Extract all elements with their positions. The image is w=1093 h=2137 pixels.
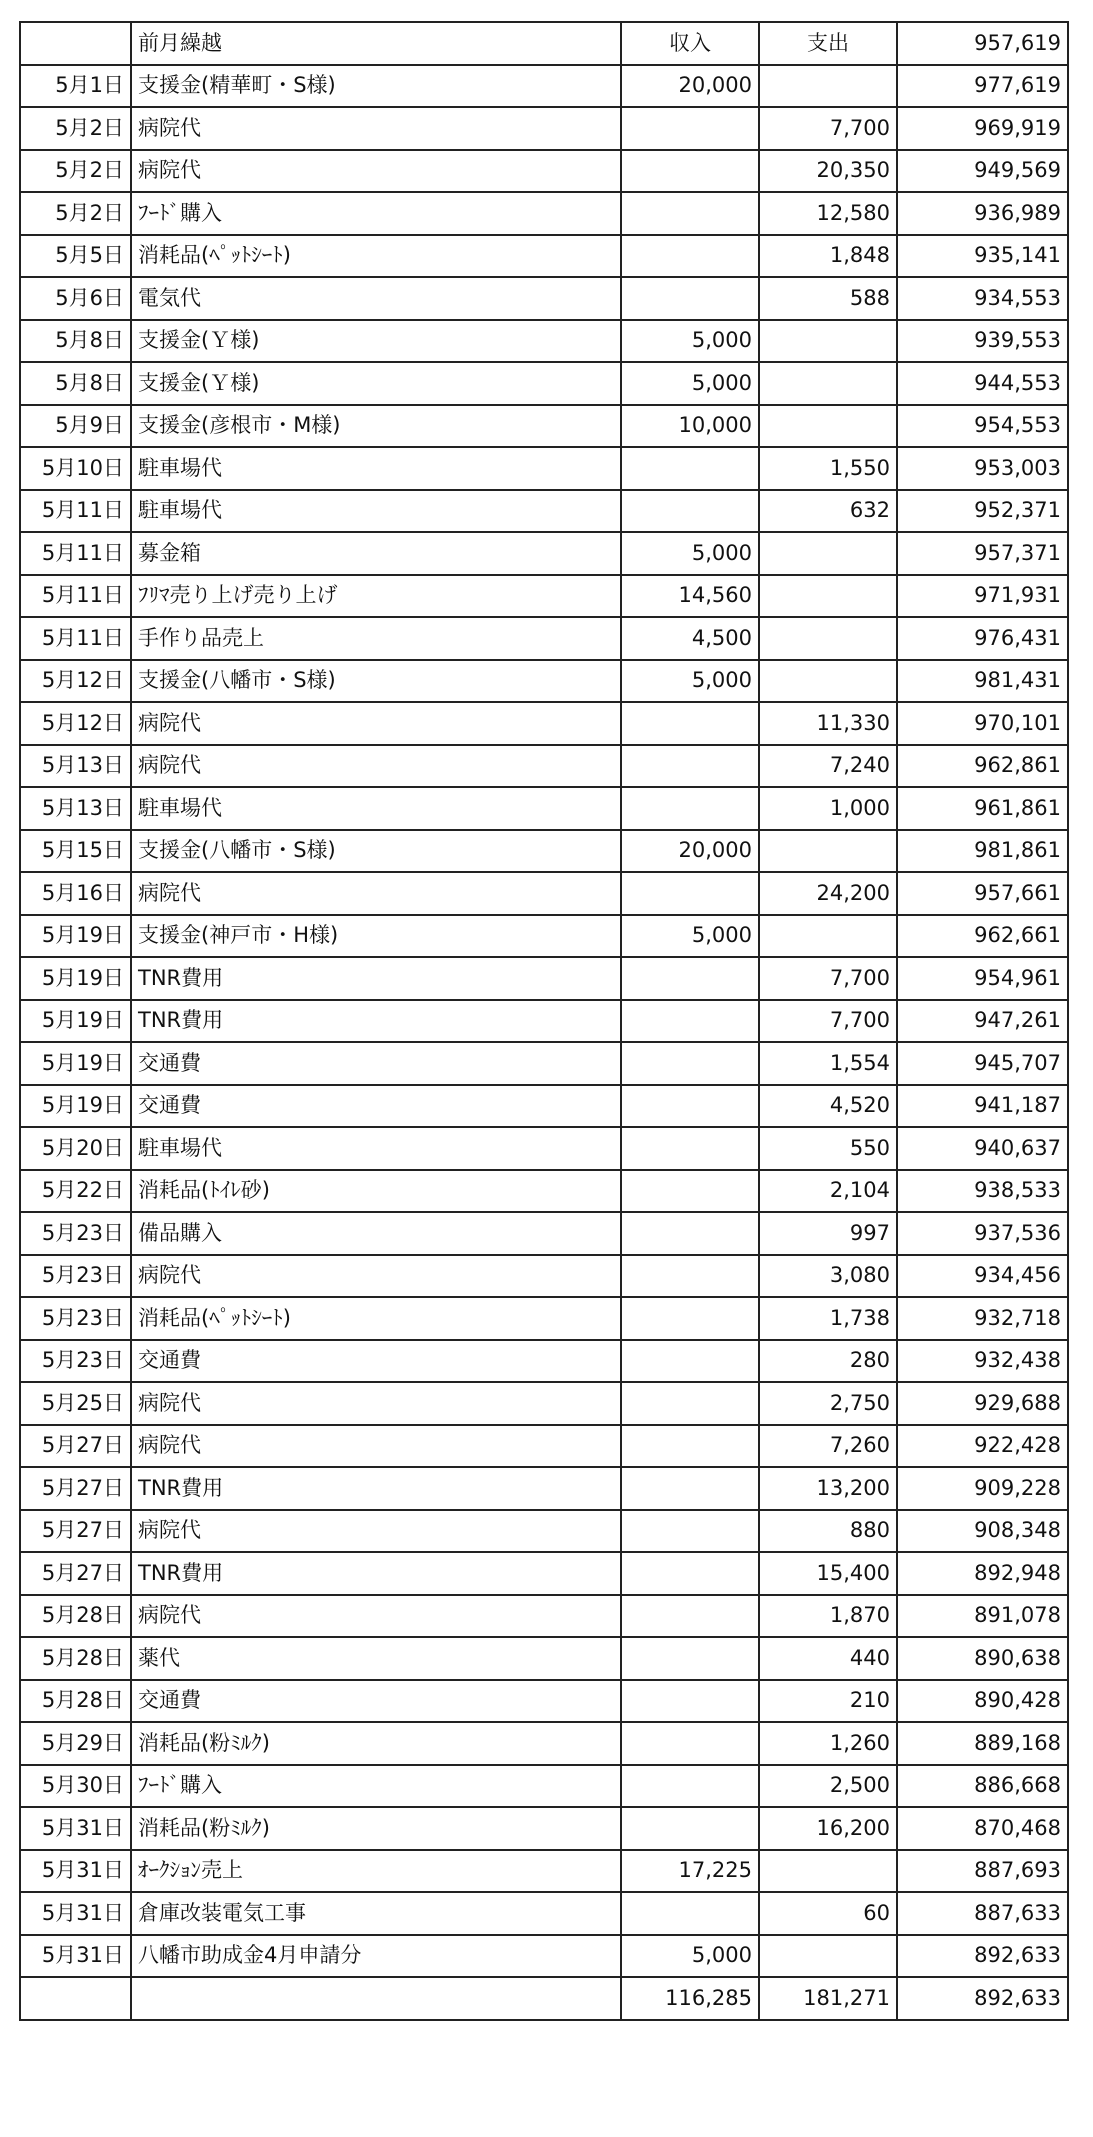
ledger-body — [20, 22, 1068, 2020]
balance-cell: 936,989 — [897, 192, 1068, 235]
table-row — [20, 235, 1068, 278]
table-row — [20, 277, 1068, 320]
table-row — [20, 362, 1068, 405]
description-cell: 八幡市助成金4月申請分 — [131, 1935, 621, 1978]
totals-date-cell — [20, 1977, 131, 2020]
description-cell: 病院代 — [131, 1255, 621, 1298]
income-cell — [621, 1510, 759, 1553]
description-cell: 電気代 — [131, 277, 621, 320]
balance-cell: 935,141 — [897, 235, 1068, 278]
date-cell: 5月31日 — [20, 1935, 131, 1978]
description-cell: 支援金(八幡市・S様) — [131, 660, 621, 703]
expense-cell: 280 — [759, 1340, 897, 1383]
expense-cell — [759, 532, 897, 575]
balance-cell: 890,638 — [897, 1637, 1068, 1680]
income-cell — [621, 1212, 759, 1255]
description-cell: 駐車場代 — [131, 447, 621, 490]
balance-cell: 934,553 — [897, 277, 1068, 320]
expense-cell: 7,700 — [759, 957, 897, 1000]
income-cell — [621, 1722, 759, 1765]
balance-cell: 932,718 — [897, 1297, 1068, 1340]
expense-cell: 2,500 — [759, 1765, 897, 1808]
description-cell: 交通費 — [131, 1680, 621, 1723]
date-cell: 5月2日 — [20, 150, 131, 193]
description-cell: 薬代 — [131, 1637, 621, 1680]
description-cell: TNR費用 — [131, 1467, 621, 1510]
description-cell: 倉庫改装電気工事 — [131, 1892, 621, 1935]
table-row — [20, 320, 1068, 363]
income-cell: 5,000 — [621, 362, 759, 405]
description-cell: ｵｰｸｼｮﾝ売上 — [131, 1850, 621, 1893]
description-cell: 消耗品(ﾄｲﾚ砂) — [131, 1170, 621, 1213]
date-cell: 5月29日 — [20, 1722, 131, 1765]
expense-cell: 880 — [759, 1510, 897, 1553]
expense-cell: 7,700 — [759, 1000, 897, 1043]
expense-cell: 4,520 — [759, 1085, 897, 1128]
description-cell: 病院代 — [131, 150, 621, 193]
description-cell: 消耗品(ﾍﾟｯﾄｼｰﾄ) — [131, 235, 621, 278]
table-row — [20, 1935, 1068, 1978]
balance-cell: 891,078 — [897, 1595, 1068, 1638]
date-cell: 5月19日 — [20, 957, 131, 1000]
income-cell — [621, 1042, 759, 1085]
balance-cell: 969,919 — [897, 107, 1068, 150]
expense-cell: 16,200 — [759, 1807, 897, 1850]
table-row — [20, 405, 1068, 448]
description-cell: 交通費 — [131, 1085, 621, 1128]
expense-cell: 2,104 — [759, 1170, 897, 1213]
income-cell — [621, 702, 759, 745]
income-cell — [621, 277, 759, 320]
date-cell: 5月13日 — [20, 787, 131, 830]
description-cell: 病院代 — [131, 745, 621, 788]
date-cell: 5月23日 — [20, 1340, 131, 1383]
description-cell: ﾌﾘﾏ売り上げ売り上げ — [131, 575, 621, 618]
income-cell — [621, 1127, 759, 1170]
balance-cell: 957,371 — [897, 532, 1068, 575]
date-cell: 5月6日 — [20, 277, 131, 320]
balance-cell: 922,428 — [897, 1425, 1068, 1468]
expense-cell: 1,870 — [759, 1595, 897, 1638]
expense-cell: 3,080 — [759, 1255, 897, 1298]
income-cell — [621, 1892, 759, 1935]
expense-cell: 15,400 — [759, 1552, 897, 1595]
balance-cell: 939,553 — [897, 320, 1068, 363]
income-cell — [621, 490, 759, 533]
balance-cell: 981,431 — [897, 660, 1068, 703]
description-cell: 交通費 — [131, 1340, 621, 1383]
expense-cell — [759, 915, 897, 958]
description-cell: 消耗品(ﾍﾟｯﾄｼｰﾄ) — [131, 1297, 621, 1340]
date-cell: 5月28日 — [20, 1595, 131, 1638]
expense-cell: 997 — [759, 1212, 897, 1255]
table-row — [20, 787, 1068, 830]
income-cell: 5,000 — [621, 1935, 759, 1978]
balance-cell: 929,688 — [897, 1382, 1068, 1425]
date-cell: 5月23日 — [20, 1297, 131, 1340]
balance-cell: 953,003 — [897, 447, 1068, 490]
description-cell: 駐車場代 — [131, 490, 621, 533]
balance-cell: 971,931 — [897, 575, 1068, 618]
balance-cell: 954,553 — [897, 405, 1068, 448]
description-cell: 病院代 — [131, 1382, 621, 1425]
date-cell: 5月28日 — [20, 1680, 131, 1723]
table-row — [20, 1425, 1068, 1468]
income-cell: 20,000 — [621, 65, 759, 108]
date-cell: 5月13日 — [20, 745, 131, 788]
table-row — [20, 1297, 1068, 1340]
balance-cell: 961,861 — [897, 787, 1068, 830]
balance-cell: 870,468 — [897, 1807, 1068, 1850]
table-row — [20, 1085, 1068, 1128]
date-cell: 5月12日 — [20, 660, 131, 703]
date-cell: 5月20日 — [20, 1127, 131, 1170]
balance-cell: 949,569 — [897, 150, 1068, 193]
expense-cell: 24,200 — [759, 872, 897, 915]
expense-cell: 1,550 — [759, 447, 897, 490]
table-row — [20, 1340, 1068, 1383]
header-row — [20, 22, 1068, 65]
description-cell: TNR費用 — [131, 1000, 621, 1043]
balance-cell: 892,633 — [897, 1935, 1068, 1978]
balance-cell: 976,431 — [897, 617, 1068, 660]
income-cell: 10,000 — [621, 405, 759, 448]
income-cell — [621, 1467, 759, 1510]
income-cell: 20,000 — [621, 830, 759, 873]
description-cell: 駐車場代 — [131, 787, 621, 830]
description-cell: TNR費用 — [131, 1552, 621, 1595]
expense-cell — [759, 575, 897, 618]
balance-cell: 957,661 — [897, 872, 1068, 915]
expense-cell: 1,848 — [759, 235, 897, 278]
totals-description-cell — [131, 1977, 621, 2020]
income-cell — [621, 107, 759, 150]
description-cell: 支援金(彦根市・M様) — [131, 405, 621, 448]
balance-cell: 886,668 — [897, 1765, 1068, 1808]
income-cell: 5,000 — [621, 660, 759, 703]
table-row — [20, 1807, 1068, 1850]
table-row — [20, 872, 1068, 915]
balance-cell: 962,861 — [897, 745, 1068, 788]
expense-cell: 13,200 — [759, 1467, 897, 1510]
income-cell — [621, 1382, 759, 1425]
income-cell — [621, 1085, 759, 1128]
description-cell: 手作り品売上 — [131, 617, 621, 660]
date-cell: 5月11日 — [20, 617, 131, 660]
table-row — [20, 830, 1068, 873]
description-cell: 駐車場代 — [131, 1127, 621, 1170]
description-cell: 交通費 — [131, 1042, 621, 1085]
expense-cell: 7,700 — [759, 107, 897, 150]
expense-cell — [759, 1850, 897, 1893]
expense-cell: 588 — [759, 277, 897, 320]
header-balance-cell: 957,619 — [897, 22, 1068, 65]
description-cell: 消耗品(粉ﾐﾙｸ) — [131, 1722, 621, 1765]
income-cell: 14,560 — [621, 575, 759, 618]
balance-cell: 938,533 — [897, 1170, 1068, 1213]
expense-cell: 20,350 — [759, 150, 897, 193]
income-cell — [621, 1425, 759, 1468]
table-row — [20, 1595, 1068, 1638]
table-row — [20, 702, 1068, 745]
income-cell — [621, 1255, 759, 1298]
date-cell: 5月2日 — [20, 192, 131, 235]
balance-cell: 970,101 — [897, 702, 1068, 745]
table-row — [20, 1170, 1068, 1213]
description-cell: TNR費用 — [131, 957, 621, 1000]
balance-cell: 981,861 — [897, 830, 1068, 873]
description-cell: 備品購入 — [131, 1212, 621, 1255]
description-cell: 支援金(神戸市・H様) — [131, 915, 621, 958]
date-cell: 5月19日 — [20, 1085, 131, 1128]
table-row — [20, 490, 1068, 533]
expense-cell: 1,000 — [759, 787, 897, 830]
date-cell: 5月11日 — [20, 575, 131, 618]
expense-cell: 632 — [759, 490, 897, 533]
date-cell: 5月1日 — [20, 65, 131, 108]
table-row — [20, 532, 1068, 575]
description-cell: 病院代 — [131, 1510, 621, 1553]
total-balance-cell: 892,633 — [897, 1977, 1068, 2020]
table-row — [20, 447, 1068, 490]
table-row — [20, 745, 1068, 788]
date-cell: 5月28日 — [20, 1637, 131, 1680]
description-cell: 支援金(八幡市・S様) — [131, 830, 621, 873]
header-date-cell — [20, 22, 131, 65]
date-cell: 5月27日 — [20, 1467, 131, 1510]
expense-cell — [759, 65, 897, 108]
total-expense-cell: 181,271 — [759, 1977, 897, 2020]
date-cell: 5月23日 — [20, 1212, 131, 1255]
balance-cell: 940,637 — [897, 1127, 1068, 1170]
balance-cell: 947,261 — [897, 1000, 1068, 1043]
header-income-cell: 収入 — [621, 22, 759, 65]
balance-cell: 890,428 — [897, 1680, 1068, 1723]
expense-cell — [759, 830, 897, 873]
income-cell — [621, 1807, 759, 1850]
expense-cell: 7,260 — [759, 1425, 897, 1468]
expense-cell: 2,750 — [759, 1382, 897, 1425]
table-row — [20, 1510, 1068, 1553]
income-cell — [621, 1680, 759, 1723]
income-cell: 5,000 — [621, 532, 759, 575]
table-row — [20, 915, 1068, 958]
description-cell: 病院代 — [131, 872, 621, 915]
table-row — [20, 1042, 1068, 1085]
table-row — [20, 1552, 1068, 1595]
income-cell — [621, 1170, 759, 1213]
balance-cell: 887,693 — [897, 1850, 1068, 1893]
table-row — [20, 1255, 1068, 1298]
expense-cell — [759, 660, 897, 703]
balance-cell: 892,948 — [897, 1552, 1068, 1595]
expense-cell — [759, 320, 897, 363]
table-row — [20, 1680, 1068, 1723]
expense-cell — [759, 362, 897, 405]
income-cell — [621, 192, 759, 235]
expense-cell: 1,260 — [759, 1722, 897, 1765]
balance-cell: 941,187 — [897, 1085, 1068, 1128]
date-cell: 5月10日 — [20, 447, 131, 490]
table-row — [20, 1212, 1068, 1255]
expense-cell: 60 — [759, 1892, 897, 1935]
description-cell: 病院代 — [131, 1425, 621, 1468]
income-cell — [621, 1637, 759, 1680]
expense-cell: 12,580 — [759, 192, 897, 235]
balance-cell: 887,633 — [897, 1892, 1068, 1935]
description-cell: 病院代 — [131, 1595, 621, 1638]
table-row — [20, 1892, 1068, 1935]
date-cell: 5月11日 — [20, 490, 131, 533]
income-cell — [621, 1000, 759, 1043]
date-cell: 5月31日 — [20, 1807, 131, 1850]
expense-cell: 1,738 — [759, 1297, 897, 1340]
income-cell: 5,000 — [621, 320, 759, 363]
table-row — [20, 65, 1068, 108]
income-cell — [621, 745, 759, 788]
income-cell: 4,500 — [621, 617, 759, 660]
description-cell: 病院代 — [131, 702, 621, 745]
date-cell: 5月25日 — [20, 1382, 131, 1425]
expense-cell — [759, 617, 897, 660]
date-cell: 5月19日 — [20, 915, 131, 958]
expense-cell — [759, 1935, 897, 1978]
balance-cell: 954,961 — [897, 957, 1068, 1000]
date-cell: 5月27日 — [20, 1510, 131, 1553]
income-cell — [621, 235, 759, 278]
date-cell: 5月16日 — [20, 872, 131, 915]
date-cell: 5月19日 — [20, 1042, 131, 1085]
date-cell: 5月8日 — [20, 320, 131, 363]
balance-cell: 952,371 — [897, 490, 1068, 533]
balance-cell: 889,168 — [897, 1722, 1068, 1765]
date-cell: 5月8日 — [20, 362, 131, 405]
table-row — [20, 1850, 1068, 1893]
date-cell: 5月11日 — [20, 532, 131, 575]
date-cell: 5月23日 — [20, 1255, 131, 1298]
income-cell: 5,000 — [621, 915, 759, 958]
description-cell: 支援金(精華町・S様) — [131, 65, 621, 108]
balance-cell: 962,661 — [897, 915, 1068, 958]
date-cell: 5月30日 — [20, 1765, 131, 1808]
expense-cell: 1,554 — [759, 1042, 897, 1085]
date-cell: 5月22日 — [20, 1170, 131, 1213]
description-cell: 募金箱 — [131, 532, 621, 575]
date-cell: 5月27日 — [20, 1425, 131, 1468]
income-cell — [621, 1595, 759, 1638]
expense-cell: 440 — [759, 1637, 897, 1680]
income-cell — [621, 872, 759, 915]
date-cell: 5月12日 — [20, 702, 131, 745]
income-cell — [621, 150, 759, 193]
ledger-table — [19, 21, 1069, 2021]
income-cell — [621, 957, 759, 1000]
date-cell: 5月27日 — [20, 1552, 131, 1595]
balance-cell: 944,553 — [897, 362, 1068, 405]
balance-cell: 934,456 — [897, 1255, 1068, 1298]
description-cell: ﾌｰﾄﾞ購入 — [131, 1765, 621, 1808]
description-cell: 支援金(Ｙ様) — [131, 362, 621, 405]
income-cell — [621, 447, 759, 490]
date-cell: 5月2日 — [20, 107, 131, 150]
description-cell: ﾌｰﾄﾞ購入 — [131, 192, 621, 235]
balance-cell: 977,619 — [897, 65, 1068, 108]
expense-cell — [759, 405, 897, 448]
income-cell — [621, 1297, 759, 1340]
expense-cell: 11,330 — [759, 702, 897, 745]
table-row — [20, 1637, 1068, 1680]
table-row — [20, 107, 1068, 150]
table-row — [20, 617, 1068, 660]
table-row — [20, 1382, 1068, 1425]
balance-cell: 945,707 — [897, 1042, 1068, 1085]
income-cell — [621, 787, 759, 830]
balance-cell: 937,536 — [897, 1212, 1068, 1255]
date-cell: 5月31日 — [20, 1850, 131, 1893]
table-row — [20, 1467, 1068, 1510]
header-expense-cell: 支出 — [759, 22, 897, 65]
income-cell — [621, 1765, 759, 1808]
header-description-cell: 前月繰越 — [131, 22, 621, 65]
table-row — [20, 660, 1068, 703]
description-cell: 病院代 — [131, 107, 621, 150]
table-row — [20, 150, 1068, 193]
date-cell: 5月5日 — [20, 235, 131, 278]
expense-cell: 7,240 — [759, 745, 897, 788]
date-cell: 5月19日 — [20, 1000, 131, 1043]
description-cell: 消耗品(粉ﾐﾙｸ) — [131, 1807, 621, 1850]
income-cell — [621, 1552, 759, 1595]
table-row — [20, 1127, 1068, 1170]
balance-cell: 908,348 — [897, 1510, 1068, 1553]
balance-cell: 909,228 — [897, 1467, 1068, 1510]
date-cell: 5月9日 — [20, 405, 131, 448]
balance-cell: 932,438 — [897, 1340, 1068, 1383]
income-cell: 17,225 — [621, 1850, 759, 1893]
table-row — [20, 1000, 1068, 1043]
table-row — [20, 192, 1068, 235]
income-cell — [621, 1340, 759, 1383]
date-cell: 5月31日 — [20, 1892, 131, 1935]
table-row — [20, 1765, 1068, 1808]
table-row — [20, 957, 1068, 1000]
table-row — [20, 575, 1068, 618]
description-cell: 支援金(Ｙ様) — [131, 320, 621, 363]
table-row — [20, 1722, 1068, 1765]
date-cell: 5月15日 — [20, 830, 131, 873]
total-income-cell: 116,285 — [621, 1977, 759, 2020]
totals-row — [20, 1977, 1068, 2020]
expense-cell: 550 — [759, 1127, 897, 1170]
expense-cell: 210 — [759, 1680, 897, 1723]
